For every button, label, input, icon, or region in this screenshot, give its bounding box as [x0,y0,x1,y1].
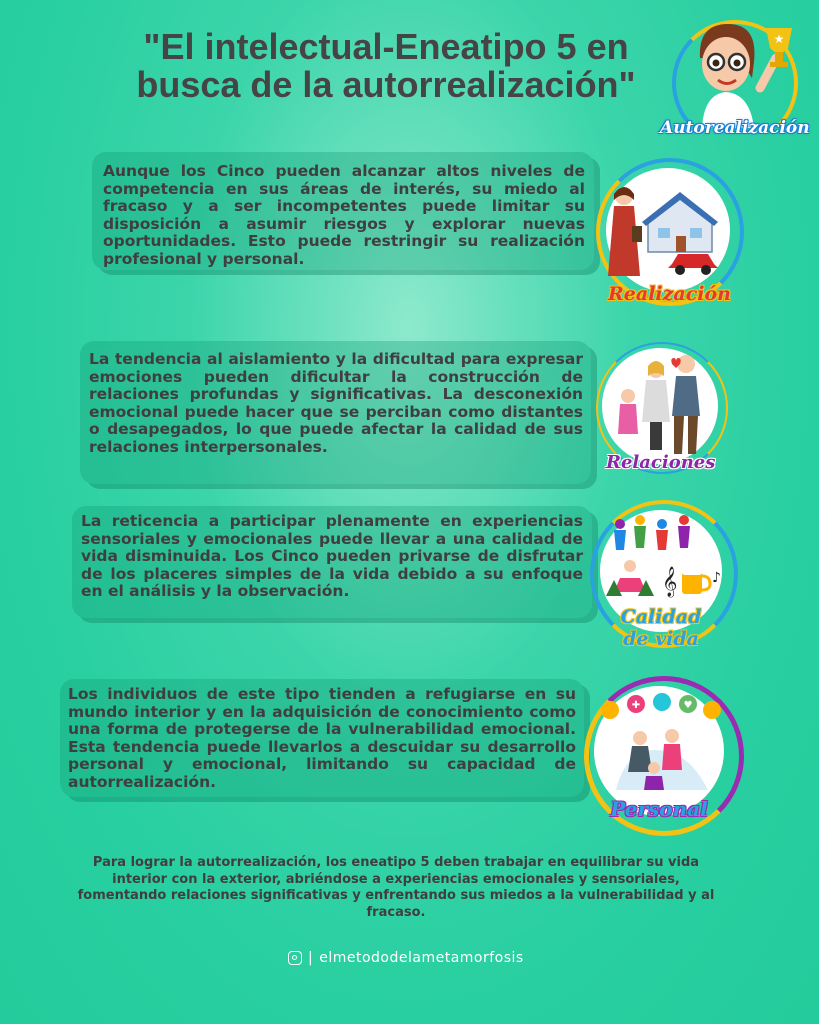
instagram-icon [288,951,302,965]
woman-house-car-icon [598,180,728,280]
instagram-handle-text: elmetododelametamorfosis [319,950,524,966]
page-title: "El intelectual-Eneatipo 5 en busca de la autorrealización" [136,26,636,105]
svg-text:♪: ♪ [712,570,721,586]
personal-badge-label: Personal [610,797,708,821]
instagram-handle[interactable]: | elmetododelametamorfosis [288,950,524,966]
svg-text:♥: ♥ [683,700,693,711]
section-realizacion-text: Aunque los Cinco pueden alcanzar altos niveles de competencia en sus áreas de interés, su miedo al fracaso y a ser incompetentes puede limitar su disposición a asumir riesgos y explorar nuevas oportunidades. Esto puede restringir su realización profesional y personal. [103,162,585,268]
svg-text:𝄞: 𝄞 [662,567,678,597]
leisure-music-beer-icon [600,510,730,610]
section-personal-text: Los individuos de este tipo tienden a refugiarse en su mundo interior y en la adquisición de conocimiento como una forma de protegerse de la vulnerabilidad emocional. Esta tendencia puede llevarlos a descuidar su desarrollo personal y emocional, limitando su capacidad de autorrealización. [68,685,576,791]
family-couple-icon [610,346,710,456]
header-badge-label: Autorealización [660,118,810,138]
calidad-badge-label: Calidad de vida [620,606,702,650]
section-relaciones-text: La tendencia al aislamiento y la dificultad para expresar emociones pueden dificultar la construcción de relaciones profundas y significativas. La desconexión emocional puede hacer que se perciban como distantes o desapegados, lo que puede afectar la calidad de sus relaciones interpersonales. [89,350,583,456]
closing-paragraph: Para lograr la autorrealización, los eneatipo 5 deben trabajar en equilibrar su vida interior con la exterior, abriéndose a experiencias emocionales y sensoriales, fomentando relaciones significativas y enfrentando sus miedos a la vulnerabilidad y al fracaso. [77,855,715,920]
section-calidad-text: La reticencia a participar plenamente en experiencias sensoriales y emocionales puede llevar a una calidad de vida disminuida. Los Cinco pueden privarse de disfrutar de los placeres simples de la vida debido a su enfoque en el análisis y la observación. [81,512,583,601]
svg-text:★: ★ [773,32,785,46]
wellness-icons-illustration [596,690,726,800]
realizacion-badge-label: Realización [608,283,731,305]
avatar-woman-trophy-icon [680,18,800,128]
relaciones-badge-label: Relaciones [606,452,716,473]
svg-text:✚: ✚ [631,700,641,711]
